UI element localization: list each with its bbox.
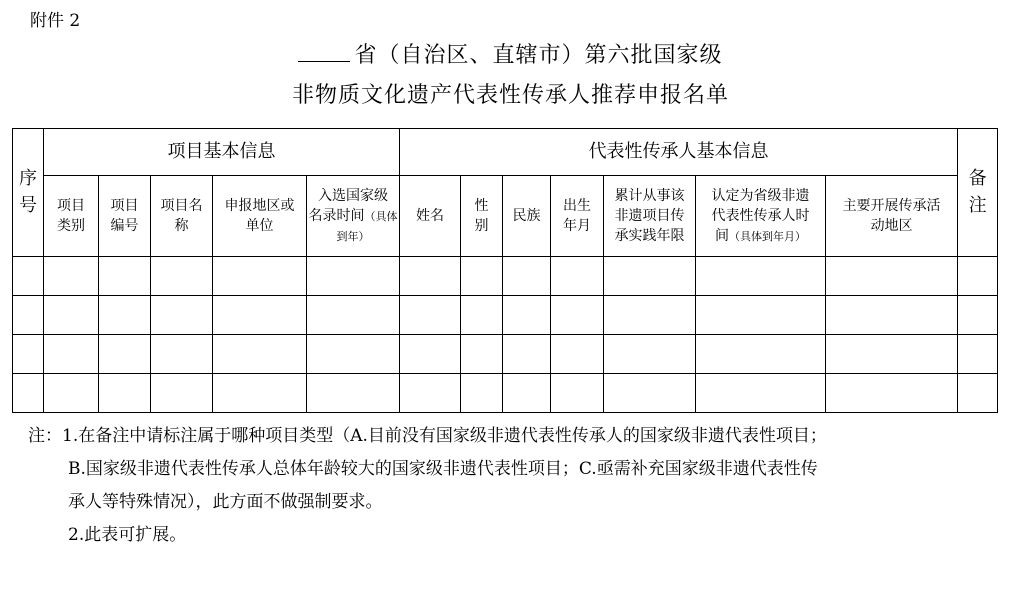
table-cell[interactable] (99, 335, 151, 374)
table-cell[interactable] (213, 335, 307, 374)
column-header-6: 姓名 (400, 176, 461, 257)
table-cell[interactable] (400, 374, 461, 413)
column-header-2: 项目 编号 (99, 176, 151, 257)
table-cell[interactable] (604, 374, 696, 413)
table-cell[interactable] (44, 296, 99, 335)
table-cell[interactable] (503, 335, 551, 374)
column-header-1: 项目 类别 (44, 176, 99, 257)
header-remark: 备 注 (958, 129, 998, 257)
note-line-2: B.国家级非遗代表性传承人总体年龄较大的国家级非遗代表性项目；C.亟需补充国家级非遗代表性传 (68, 459, 818, 479)
table-cell[interactable] (958, 257, 998, 296)
table-cell[interactable] (604, 296, 696, 335)
table-cell[interactable] (13, 335, 44, 374)
table-row (13, 257, 998, 296)
table-cell[interactable] (400, 296, 461, 335)
table-cell[interactable] (400, 257, 461, 296)
column-header-9: 出生 年月 (551, 176, 604, 257)
column-header-note: （具体到年月） (729, 230, 807, 244)
subheader-row (13, 176, 998, 257)
column-header-10: 累计从事该 非遗项目传 承实践年限 (604, 176, 696, 257)
table-cell[interactable] (461, 374, 503, 413)
column-header-11: 认定为省级非遗 代表性传承人时 间（具体到年月） (696, 176, 826, 257)
table-cell[interactable] (551, 335, 604, 374)
note-line-1: 注：1.在备注中请标注属于哪种项目类型（A.目前没有国家级非遗代表性传承人的国家级非遗代表性项目； (28, 426, 827, 446)
table-cell[interactable] (826, 257, 958, 296)
table-cell[interactable] (151, 374, 213, 413)
table-cell[interactable] (551, 374, 604, 413)
table-cell[interactable] (151, 296, 213, 335)
table-cell[interactable] (551, 296, 604, 335)
nomination-table (12, 128, 998, 413)
table-cell[interactable] (461, 257, 503, 296)
province-blank-field[interactable] (298, 41, 350, 62)
attachment-label: 附件 2 (30, 11, 81, 31)
table-row (13, 296, 998, 335)
header-inheritor-info: 代表性传承人基本信息 (400, 129, 958, 176)
table-cell[interactable] (696, 374, 826, 413)
table-cell[interactable] (307, 335, 400, 374)
column-header-note: （具体到年） (336, 209, 398, 244)
note-line-3: 承人等特殊情况），此方面不做强制要求。 (68, 492, 383, 512)
table-cell[interactable] (604, 335, 696, 374)
table-cell[interactable] (44, 257, 99, 296)
column-header-7: 性 别 (461, 176, 503, 257)
document-title-line-2: 非物质文化遗产代表性传承人推荐申报名单 (291, 83, 729, 108)
table-cell[interactable] (551, 257, 604, 296)
table-cell[interactable] (461, 335, 503, 374)
table-cell[interactable] (99, 296, 151, 335)
table-cell[interactable] (503, 257, 551, 296)
table-row (13, 335, 998, 374)
note-line-4: 2.此表可扩展。 (68, 525, 187, 545)
table-cell[interactable] (826, 374, 958, 413)
column-header-3: 项目名 称 (151, 176, 213, 257)
table-cell[interactable] (151, 335, 213, 374)
table-cell[interactable] (958, 374, 998, 413)
table-cell[interactable] (13, 374, 44, 413)
document-title-line-1 (0, 38, 1021, 69)
table-cell[interactable] (696, 257, 826, 296)
table-body (13, 257, 998, 413)
notes-section (28, 420, 988, 552)
table-cell[interactable] (13, 257, 44, 296)
table-cell[interactable] (696, 296, 826, 335)
column-header-5: 入选国家级 名录时间（具体到年） (307, 176, 400, 257)
header-seq: 序 号 (13, 129, 44, 257)
table-cell[interactable] (826, 296, 958, 335)
table-cell[interactable] (213, 257, 307, 296)
table-cell[interactable] (151, 257, 213, 296)
table-cell[interactable] (958, 335, 998, 374)
table-cell[interactable] (99, 257, 151, 296)
table-cell[interactable] (307, 296, 400, 335)
table-cell[interactable] (503, 374, 551, 413)
table-cell[interactable] (213, 374, 307, 413)
header-project-info: 项目基本信息 (44, 129, 400, 176)
table-cell[interactable] (213, 296, 307, 335)
column-header-12: 主要开展传承活 动地区 (826, 176, 958, 257)
table-cell[interactable] (13, 296, 44, 335)
table-cell[interactable] (503, 296, 551, 335)
column-header-8: 民族 (503, 176, 551, 257)
table-row (13, 374, 998, 413)
table-cell[interactable] (307, 257, 400, 296)
table-cell[interactable] (461, 296, 503, 335)
table-cell[interactable] (44, 335, 99, 374)
title-line-1-text: 省（自治区、直辖市）第六批国家级 (354, 43, 723, 68)
column-header-4: 申报地区或 单位 (213, 176, 307, 257)
table-cell[interactable] (958, 296, 998, 335)
table-cell[interactable] (696, 335, 826, 374)
table-cell[interactable] (400, 335, 461, 374)
table-cell[interactable] (826, 335, 958, 374)
table-cell[interactable] (307, 374, 400, 413)
table-cell[interactable] (99, 374, 151, 413)
table-cell[interactable] (604, 257, 696, 296)
table-cell[interactable] (44, 374, 99, 413)
